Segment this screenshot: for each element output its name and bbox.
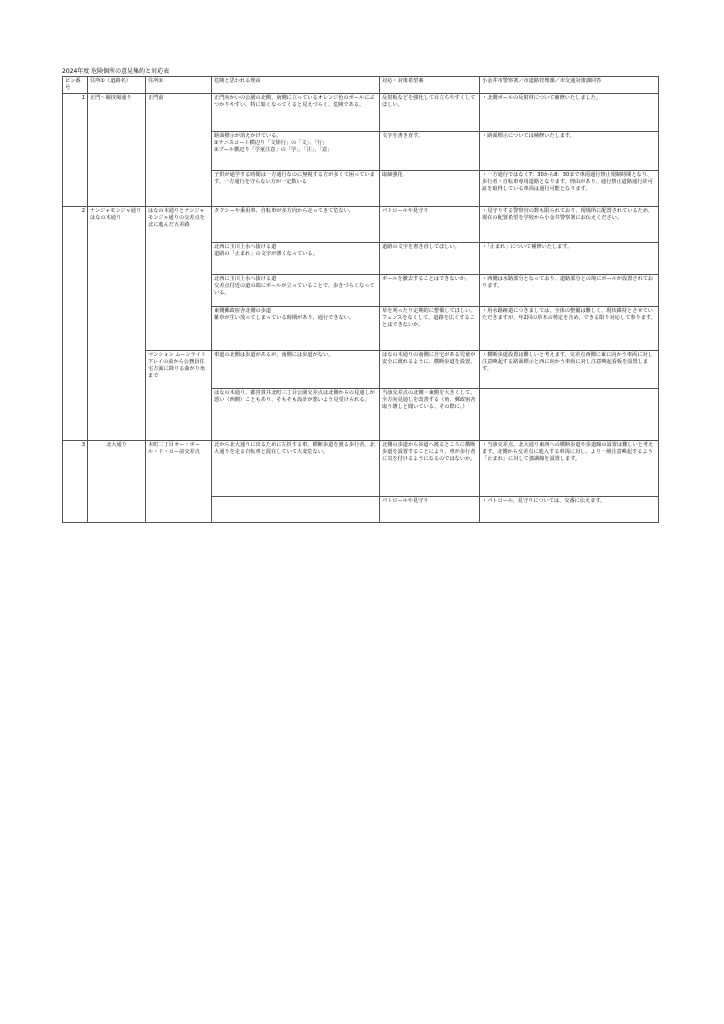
reason-cell: 車道の北側は歩道があるが、南側には歩道がない。	[212, 351, 380, 389]
reason-cell: 正門向かいの公園の北側、南側に立っているオレンジ色のポールにぶつかりやすい。特に暗くなってくると見えづらく、危険である。	[212, 94, 380, 132]
table-row	[63, 351, 659, 389]
header-request: 対応・対策希望案	[380, 77, 480, 94]
header-location-2: 住所②	[146, 77, 212, 94]
reason-cell: はなの木通り、都営貫井北町三丁目公園交差点は北側からの見通しが悪い（西側）こともあり、そもそも設計が悪いよう見受けられる。	[212, 389, 380, 441]
location-2: 本町二丁目オー・ボール・ド・ロー前交差点	[146, 441, 212, 523]
request-cell: はなの木通りの南側に自宅がある児童が安全に渡れるように、横断歩道を設置。	[380, 351, 480, 389]
response-cell: ・当該交差点、北大通り東西への横断歩道や歩道線の設置は難しいと考えます。北側から交差点に進入する車両に対し、より一層注意喚起するよう「止まれ」に対して強調線を設置します。	[480, 441, 659, 497]
request-cell: 道路の文字を書き直してほしい。	[380, 243, 480, 275]
response-cell: ・見守りする警察官の数も限られており、現場所に配置されているため、現在の配置希望を学校から小金井警察署にお伝えください。	[480, 207, 659, 243]
request-cell: 草を刈ったり定期的に整備してほしい。 フェンスをなくして、道路を広くすることはできないか。	[380, 307, 480, 351]
hazard-table	[62, 76, 659, 523]
response-cell: ・用水路跡道につきましては、全体の整備は難しく、現状維持とさせていただきますが、年2回の草木の剪定を含め、できる限り対応して参ります。	[480, 307, 659, 351]
table-row	[63, 207, 659, 243]
document-title: 2024年度 危険個所の意見集約と対応表	[62, 68, 170, 75]
response-cell: ・横断歩道設置は難しいと考えます。交差点西側に東に向かう車両に対し注意喚起する路面標示と西に向かう車両に対し注意喚起看板を設置します。	[480, 351, 659, 389]
header-response: 小金井市警察署／市道路管理課／市交通対策課回答	[480, 77, 659, 94]
response-cell: ・路面標示については補修いたします。	[480, 132, 659, 171]
reason-cell: 東側郵政宿舎北側の歩道 雑草が生い茂ってしまっている時期があり、通行できない。	[212, 307, 380, 351]
table-row	[63, 441, 659, 497]
header-location-1: 住所①（道路名）	[88, 77, 146, 94]
pin-number: 3	[63, 441, 88, 523]
request-cell: 当該交差点の北側・東側を大きくして、全方向見通しを改善する（角、郵政宿舎取り壊しと聞いている、その際に。）	[380, 389, 480, 441]
location-1: 正門～競技場通り	[88, 94, 146, 207]
request-cell: 文字を書き直す。	[380, 132, 480, 171]
request-cell: ポールを撤去することはできないか。	[380, 275, 480, 307]
reason-cell: 路面標示が消えかけている。 ①テニスコート横辺り「文徐行」の「文」、「行」 ②プール横辺り「学童注意」の「学」、「注」、「意」	[212, 132, 380, 171]
reason-cell: 子供が通学する時間は一方通行なのに無視する方が多くて困っています。一方通行を守らない方が一定数いる	[212, 171, 380, 207]
reason-cell: 北から北大通りに出るために左折する車、横断歩道を渡る歩行者、北大通りを走る自転車と混在していて大変危ない。	[212, 441, 380, 497]
header-row	[63, 77, 659, 94]
header-pin: ピン番号	[63, 77, 88, 94]
location-2: マンション ムーンライトアレイの前から公務員住宅方面に降りる曲がり角まで	[146, 351, 212, 441]
location-1: ナンジャモンジャ通り はなの木通り	[88, 207, 146, 441]
location-2: はなの木通りとナンジャモンジャ通りの交差点を北に進んだ五差路	[146, 207, 212, 351]
document-page	[62, 68, 658, 523]
response-cell: ・「止まれ」について補修いたします。	[480, 243, 659, 275]
pin-number: 2	[63, 207, 88, 441]
reason-cell: タクシーや乗用車、自転車が多方向から走ってきて危ない。	[212, 207, 380, 243]
pin-number: 1	[63, 94, 88, 207]
response-cell: ・一方通行ではなく7：30から8：30まで車両通行禁止規制時間となり、歩行者・自転車専用道路となります。理由があり、通行禁止道路通行許可証を取得している車両は通行可能となります。	[480, 171, 659, 207]
table-row	[63, 94, 659, 132]
location-1: 北大通り	[88, 441, 146, 523]
response-cell: ・西側は水路部分となっており、道路部分との境にポールが設置されております。	[480, 275, 659, 307]
request-cell: パトロールや見守り	[380, 497, 480, 523]
header-reason: 危険と思われる理由	[212, 77, 380, 94]
response-cell: ・パトロール、見守りについては、交番に伝えます。	[480, 497, 659, 523]
location-2: 正門前	[146, 94, 212, 207]
request-cell: 北側の歩道から歩道へ渡るところに横断歩道を設置することにより、車が歩行者に気を付けるようになるのではないか。	[380, 441, 480, 497]
reason-cell: 北西に玉川上水へ抜ける道 道路の「止まれ」の文字が薄くなっている。	[212, 243, 380, 275]
response-cell: ・北側ポールの反射材について補修いたしました。	[480, 94, 659, 132]
response-cell	[480, 389, 659, 441]
request-cell: パトロールや見守り	[380, 207, 480, 243]
reason-cell	[212, 497, 380, 523]
reason-cell: 北西に玉川上水へ抜ける道 交差点付近の道の端にポールが立っていることで、歩きづらくなっている。	[212, 275, 380, 307]
request-cell: 反射板などを強化して目立ちやすくしてほしい。	[380, 94, 480, 132]
request-cell: 取締強化	[380, 171, 480, 207]
